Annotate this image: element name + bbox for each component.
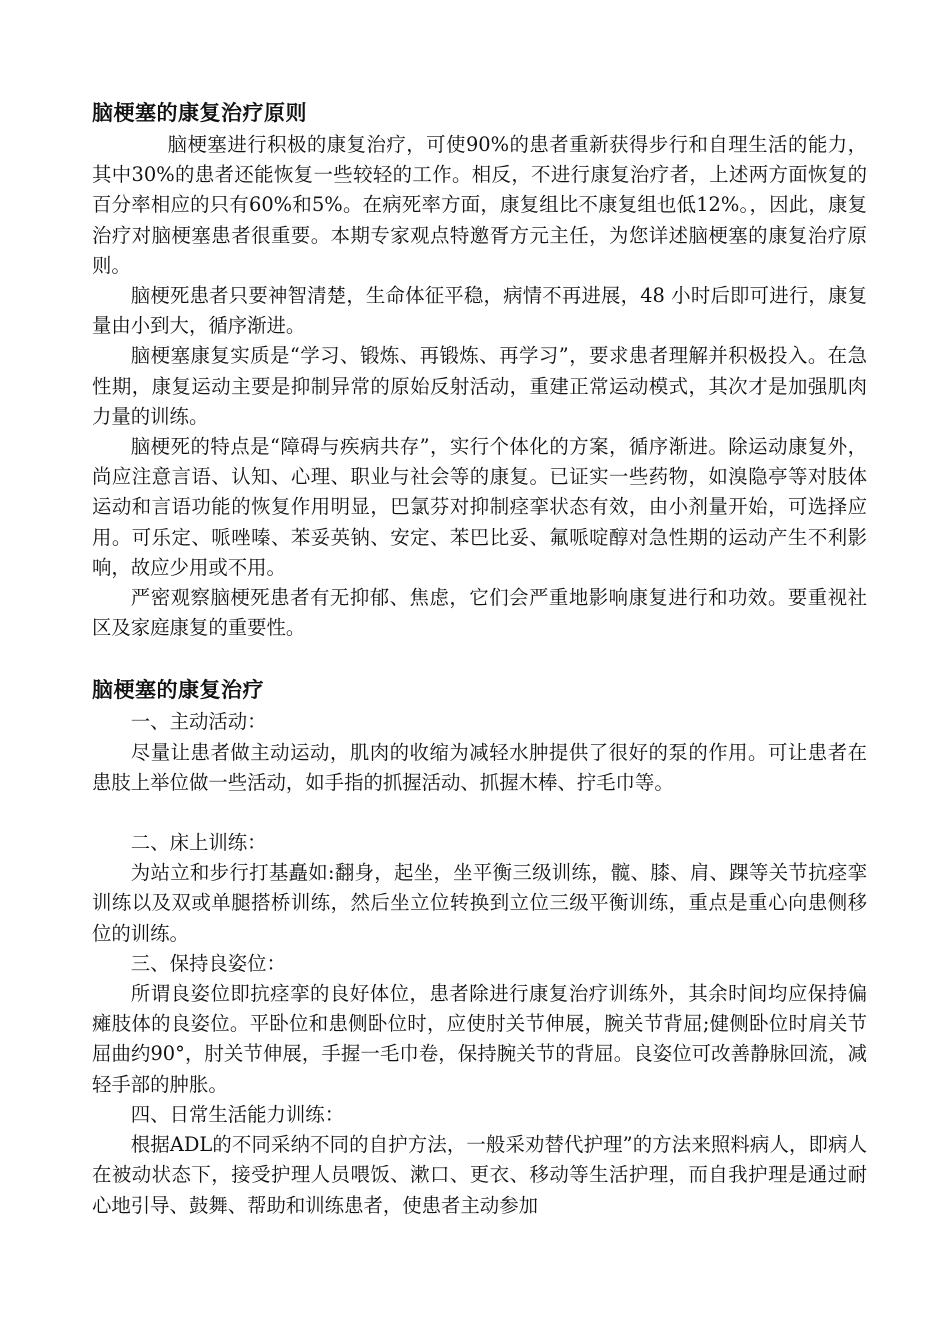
subsection-heading: 二、床上训练： xyxy=(130,831,267,855)
paragraph: 为站立和步行打基矗如:翻身，起坐，坐平衡三级训练，髋、膝、肩、踝等关节抗痉挛训练以及双或单腿搭桥训练，然后坐立位转换到立位三级平衡训练，重点是重心向患侧移位的训练。 xyxy=(92,861,867,945)
section-title: 脑梗塞的康复治疗 xyxy=(92,678,264,703)
paragraph: 尽量让患者做主动运动，肌肉的收缩为减轻水肿提供了很好的泵的作用。可让患者在患肢上举位做一些活动，如手指的抓握活动、抓握木棒、拧毛巾等。 xyxy=(92,740,867,794)
document-page xyxy=(92,96,867,1221)
section-title: 脑梗塞的康复治疗原则 xyxy=(92,101,307,125)
paragraph: 脑梗死的特点是“障碍与疾病共存”，实行个体化的方案，循序渐进。除运动康复外，尚应注意言语、认知、心理、职业与社会等的康复。已证实一些药物，如溴隐亭等对肢体运动和言语功能的恢复作用明显，巴氯芬对抑制痉挛状态有效，由小剂量开始，可选择应用。可乐定、哌唑嗪、苯妥英钠、安定、苯巴比妥、氟哌啶醇对急性期的运动产生不利影响，故应少用或不用。 xyxy=(92,435,867,579)
paragraph: 所谓良姿位即抗痉挛的良好体位，患者除进行康复治疗训练外，其余时间均应保持偏瘫肢体的良姿位。平卧位和患侧卧位时，应使肘关节伸展，腕关节背屈;健侧卧位时肩关节屈曲约90°，肘关节伸展，手握一毛巾卷，保持腕关节的背屈。良姿位可改善静脉回流，减轻手部的肿胀。 xyxy=(92,982,867,1096)
subsection-heading: 三、保持良姿位： xyxy=(130,951,286,975)
subsection-heading: 四、日常生活能力训练： xyxy=(130,1102,345,1126)
paragraph: 严密观察脑梗死患者有无抑郁、焦虑，它们会严重地影响康复进行和功效。要重视社区及家庭康复的重要性。 xyxy=(92,586,867,640)
subsection-heading: 一、主动活动： xyxy=(130,710,267,734)
paragraph: 脑梗死患者只要神智清楚，生命体征平稳，病情不再进展，48 小时后即可进行，康复量由小到大，循序渐进。 xyxy=(92,284,867,338)
paragraph: 根据ADL的不同采纳不同的自护方法，一般采劝替代护理”的方法来照料病人，即病人在被动状态下，接受护理人员喂饭、漱口、更衣、移动等生活护理，而自我护理是通过耐心地引导、鼓舞、帮助和训练患者，使患者主动参加 xyxy=(92,1133,867,1217)
paragraph: 脑梗塞进行积极的康复治疗，可使90%的患者重新获得步行和自理生活的能力，其中30%的患者还能恢复一些较轻的工作。相反，不进行康复治疗者，上述两方面恢复的百分率相应的只有60%和5%。在病死率方面，康复组比不康复组也低12%。，因此，康复治疗对脑梗塞患者很重要。本期专家观点特邀胥方元主任，为您详述脑梗塞的康复治疗原则。 xyxy=(92,133,867,277)
paragraph: 脑梗塞康复实质是“学习、锻炼、再锻炼、再学习”，要求患者理解并积极投入。在急性期，康复运动主要是抑制异常的原始反射活动，重建正常运动模式，其次才是加强肌肉力量的训练。 xyxy=(92,344,867,428)
